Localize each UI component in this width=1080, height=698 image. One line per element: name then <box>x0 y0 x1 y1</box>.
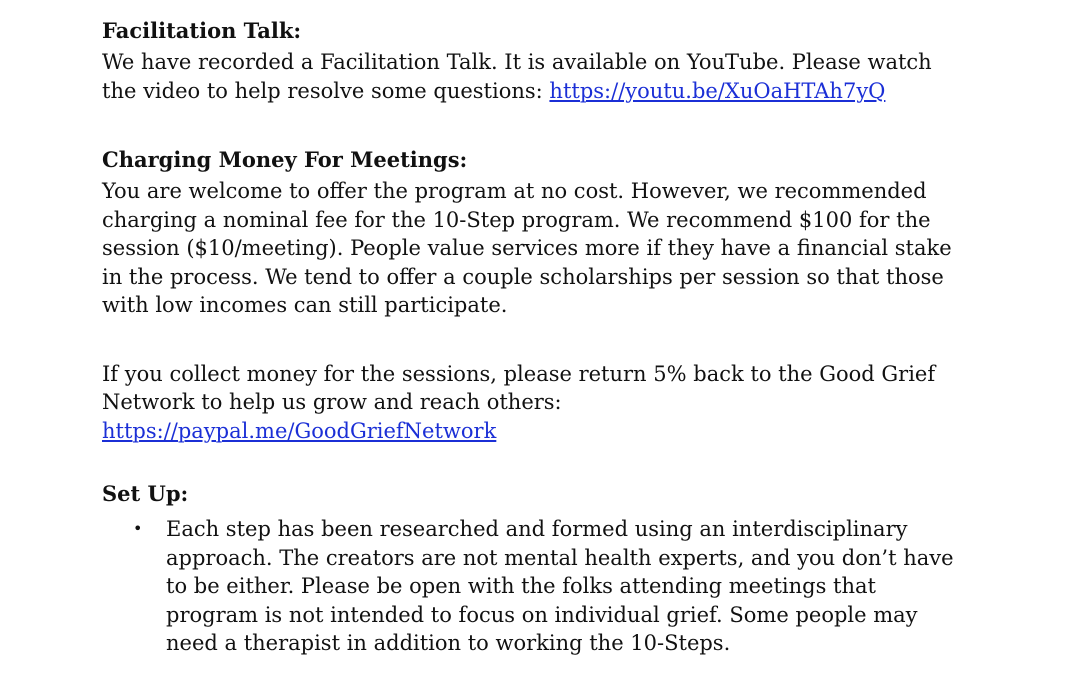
list-item <box>133 515 962 658</box>
youtube-link[interactable]: https://youtu.be/XuOaHTAh7yQ <box>549 78 886 103</box>
facilitation-section <box>102 16 962 105</box>
facilitation-paragraph <box>102 48 962 105</box>
setup-section <box>102 479 962 658</box>
return-paragraph <box>102 360 962 446</box>
paypal-link[interactable]: https://paypal.me/GoodGriefNetwork <box>102 418 497 443</box>
return-text: If you collect money for the sessions, please return 5% back to the Good Grief Network to help us grow and reach others: <box>102 361 936 414</box>
facilitation-text: We have recorded a Facilitation Talk. It is available on YouTube. Please watch the video to help resolve some questions: <box>102 50 932 103</box>
charging-paragraph: You are welcome to offer the program at no cost. However, we recommended charging a nominal fee for the 10-Step program. We recommend $100 for the session ($10/meeting). People value services more if they have a financial stake in the process. We tend to offer a couple scholarships per session so that those with low incomes can still participate. <box>102 179 952 317</box>
setup-bullet-list <box>102 515 962 658</box>
document-page <box>102 16 962 698</box>
bullet-icon: • <box>133 519 143 538</box>
bullet-text: Each step has been researched and formed using an interdisciplinary approach. The creators are not mental health experts, and you don’t have to be either. Please be open with the folks attending meetings that program is not intended to focus on individual grief. Some people may need a therapist in addition to working the 10-Steps. <box>166 517 954 655</box>
charging-heading: Charging Money For Meetings: <box>102 147 468 172</box>
setup-heading: Set Up: <box>102 481 189 506</box>
charging-section <box>102 145 962 445</box>
facilitation-heading: Facilitation Talk: <box>102 18 302 43</box>
